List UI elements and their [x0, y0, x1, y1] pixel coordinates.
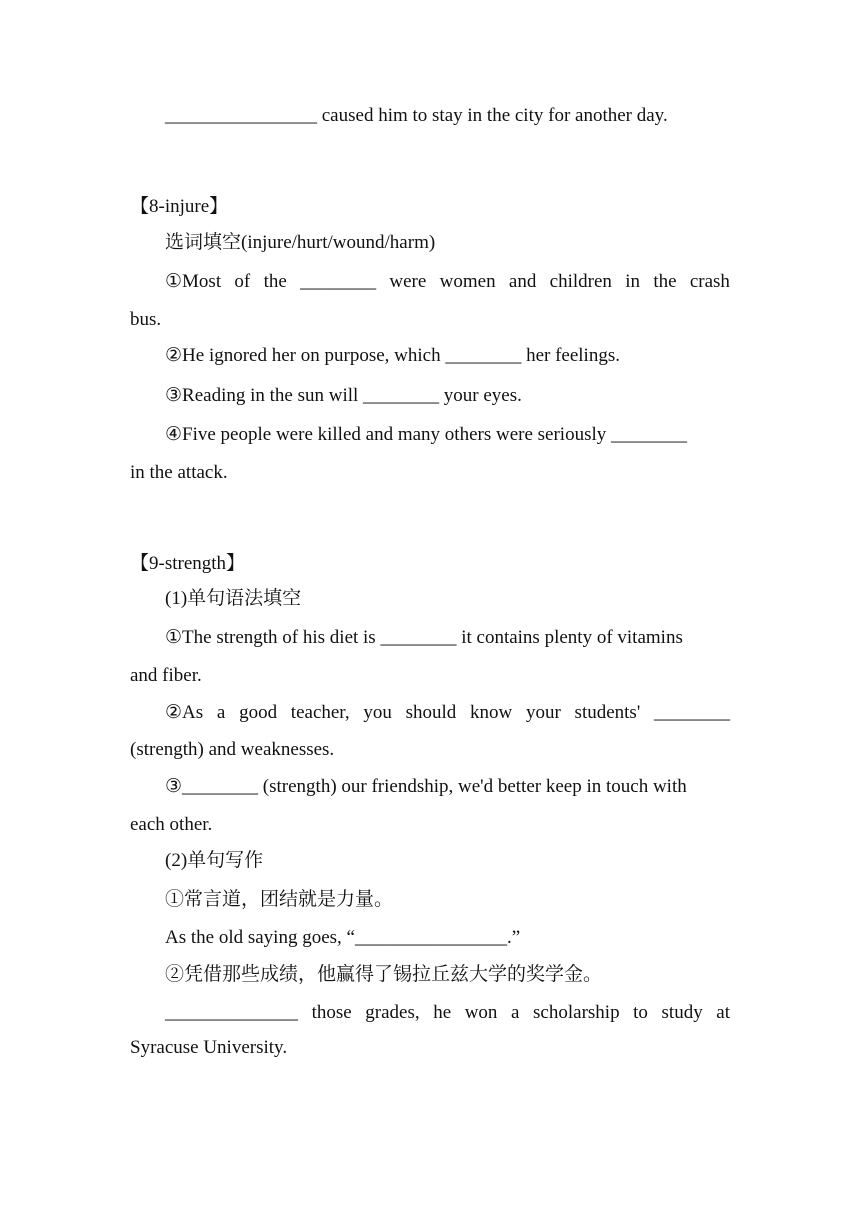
section-8-question-1-word: crash	[689, 271, 730, 292]
section-9-writing-1-english: As the old saying goes, “________________.”	[165, 927, 521, 948]
section-9-writing-2-word: grades,	[365, 1002, 420, 1023]
section-9-question-2-cont: (strength) and weaknesses.	[130, 739, 335, 760]
section-9-writing-2-word: those	[311, 1002, 352, 1023]
section-9-question-2-word: should	[405, 702, 457, 723]
section-9-writing-2-word: ______________	[165, 1002, 298, 1023]
section-9-question-1: ①The strength of his diet is ________ it contains plenty of vitamins	[165, 627, 683, 648]
section-9-question-2-word: a	[216, 702, 226, 723]
section-9-question-2-word: teacher,	[290, 702, 350, 723]
section-9-question-2-word: ②As	[165, 702, 204, 723]
section-9-question-2-word: your	[525, 702, 561, 723]
section-8-question-4-cont: in the attack.	[130, 462, 228, 483]
section-9-question-2	[165, 701, 730, 725]
section-8-question-4: ④Five people were killed and many others were seriously ________	[165, 424, 687, 445]
section-9-question-2-word: students'	[574, 702, 641, 723]
section-8-question-1-word: children	[549, 271, 612, 292]
section-8-question-3: ③Reading in the sun will ________ your eyes.	[165, 385, 522, 406]
section-9-part-1-title: (1)单句语法填空	[165, 588, 302, 609]
section-9-writing-2-word: he	[433, 1002, 452, 1023]
section-9-writing-2-cont: Syracuse University.	[130, 1037, 288, 1058]
section-9-writing-2-chinese: ②凭借那些成绩，他赢得了锡拉丘兹大学的奖学金。	[165, 964, 603, 985]
section-9-writing-2-word: scholarship	[533, 1002, 620, 1023]
section-9-writing-2-word: study	[661, 1002, 703, 1023]
section-8-question-1-word: the	[263, 271, 287, 292]
section-9-question-1-cont: and fiber.	[130, 665, 202, 686]
section-8-question-1-word: ①Most	[165, 271, 222, 292]
section-9-part-2-title: (2)单句写作	[165, 850, 264, 871]
section-9-question-3: ③________ (strength) our friendship, we'd better keep in touch with	[165, 776, 687, 797]
section-9-writing-2-word: won	[464, 1002, 498, 1023]
section-9-question-2-word: ________	[653, 702, 730, 723]
section-9-question-2-word: you	[363, 702, 392, 723]
section-9-writing-2-word: a	[511, 1002, 520, 1023]
section-8-instruction: 选词填空(injure/hurt/wound/harm)	[165, 232, 436, 253]
section-9-writing-1-chinese: ①常言道，团结就是力量。	[165, 889, 394, 910]
section-9-writing-2-word: at	[716, 1002, 730, 1023]
section-8-question-1-word: the	[653, 271, 677, 292]
section-9-question-2-word: know	[470, 702, 513, 723]
section-8-question-1-word: women	[439, 271, 496, 292]
section-9-question-3-cont: each other.	[130, 814, 213, 835]
section-8-heading: 【8-injure】	[130, 196, 229, 217]
section-9-question-2-word: good	[239, 702, 278, 723]
section-9-writing-2-english	[165, 1001, 730, 1025]
section-9-heading: 【9-strength】	[130, 553, 246, 574]
section-8-question-1-word: ________	[300, 271, 377, 292]
section-8-question-1-word: of	[234, 271, 251, 292]
section-8-question-1-word: were	[389, 271, 427, 292]
section-9-writing-2-word: to	[633, 1002, 648, 1023]
section-8-question-2: ②He ignored her on purpose, which ________ her feelings.	[165, 345, 620, 366]
continued-sentence: ________________ caused him to stay in the city for another day.	[165, 105, 668, 126]
section-8-question-1-word: and	[508, 271, 537, 292]
section-8-question-1-cont: bus.	[130, 309, 162, 330]
section-8-question-1-word: in	[625, 271, 640, 292]
section-8-question-1	[165, 270, 730, 294]
